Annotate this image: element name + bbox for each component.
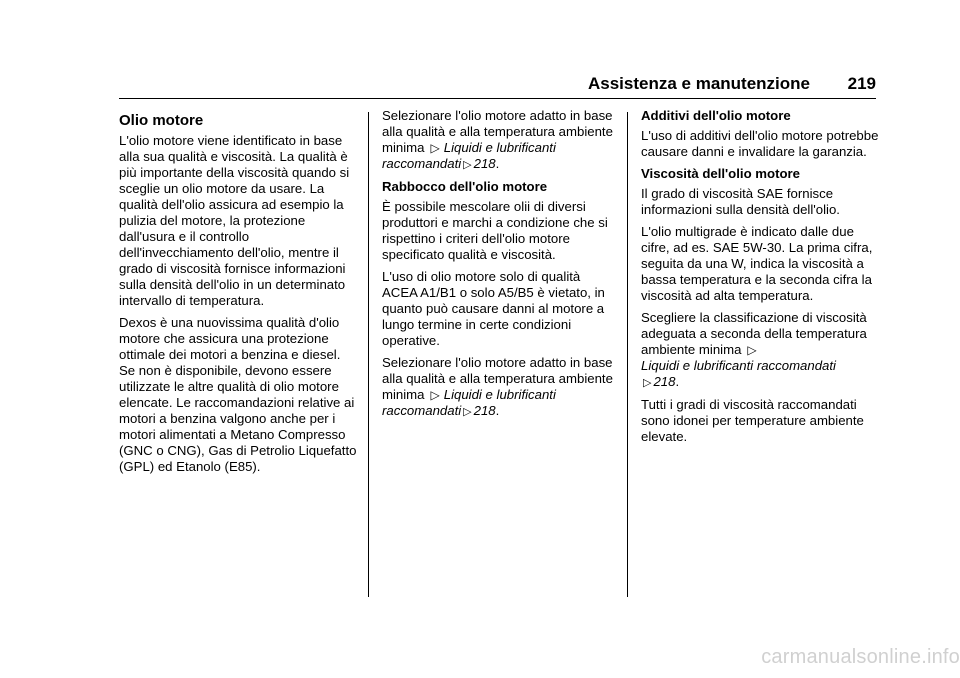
paragraph: Tutti i gradi di viscosità raccomandati sono idonei per temperature ambiente elevate. [641, 397, 864, 444]
heading-additivi: Additivi dell'olio motore [641, 108, 791, 123]
paragraph: L'olio motore viene identificato in base alla sua qualità e viscosità. La qualità è più importante della viscosità quando si sceglie un olio motore da usare. La qualità dell'olio assicura ad esempio la pulizia del motore, la protezione dall'usura e il controllo dell'invecchiamento dell'olio, mentre il grado di viscosità fornisce informazioni sulla densità dell'olio in un determinato intervallo di temperatura. [119, 133, 350, 308]
reference-arrow-icon: ▷ [430, 141, 440, 155]
header-divider [119, 98, 876, 99]
paragraph: L'uso di olio motore solo di qualità ACEA A1/B1 o solo A5/B5 è vietato, in quanto può causare danni al motore a lungo termine in certe condizioni operative. [382, 269, 605, 348]
paragraph: Dexos è una nuovissima qualità d'olio motore che assicura una protezione ottimale dei motori a benzina e diesel. Se non è disponibile, devono essere utilizzate le altre qualità di olio motore elencate. Le raccomandazioni relative ai motori a benzina valgono anche per i motori alimentati a Metano Compresso (GNC o CNG), Gas di Petrolio Liquefatto (GPL) ed Etanolo (E85). [119, 315, 357, 474]
paragraph: Selezionare l'olio motore adatto in base alla qualità e alla temperatura ambiente minima ▷ Liquidi e lubrificanti raccomandati ▷ 218. [382, 108, 613, 171]
section-title: Assistenza e manutenzione [588, 74, 811, 93]
reference-arrow-icon: ▷ [747, 343, 757, 357]
paragraph: Scegliere la classificazione di viscosità adeguata a seconda della temperatura ambiente minima ▷ Liquidi e lubrificanti raccomandati ▷ 218. [641, 310, 867, 389]
paragraph-text: Scegliere la classificazione di viscosità adeguata a seconda della temperatura ambiente minima [641, 310, 867, 357]
cross-reference-link[interactable]: Liquidi e lubrificanti raccomandati [382, 140, 556, 171]
paragraph-text: Selezionare l'olio motore adatto in base alla qualità e alla temperatura ambiente minima [382, 355, 613, 402]
paragraph: È possibile mescolare olii di diversi produttori e marchi a condizione che si rispettino i criteri dell'olio motore specificato qualità e viscosità. [382, 199, 608, 262]
cross-reference-link[interactable]: Liquidi e lubrificanti raccomandati [641, 358, 836, 373]
page-header [588, 74, 876, 98]
reference-arrow-icon: ▷ [430, 388, 440, 402]
column-2 [382, 108, 618, 426]
page-number: 219 [847, 74, 876, 93]
column-divider [368, 112, 369, 597]
reference-arrow-icon: ▷ [463, 159, 472, 171]
column-divider [627, 112, 628, 597]
reference-arrow-icon: ▷ [463, 406, 472, 418]
heading-viscosita: Viscosità dell'olio motore [641, 166, 800, 181]
paragraph: Il grado di viscosità SAE fornisce informazioni sulla densità dell'olio. [641, 186, 840, 217]
watermark: carmanualsonline.info [761, 646, 960, 668]
page-reference[interactable]: 218 [473, 403, 496, 418]
cross-reference-link[interactable]: Liquidi e lubrificanti raccomandati [382, 387, 556, 418]
column-1 [119, 108, 359, 481]
page-reference[interactable]: 218 [653, 374, 676, 389]
paragraph: L'olio multigrade è indicato dalle due cifre, ad es. SAE 5W-30. La prima cifra, seguita da una W, indica la viscosità a bassa temperatura e la seconda cifra la viscosità ad alta temperatura. [641, 224, 873, 303]
paragraph: L'uso di additivi dell'olio motore potrebbe causare danni e invalidare la garanzia. [641, 128, 879, 159]
page-reference[interactable]: 218 [473, 156, 496, 171]
heading-rabbocco: Rabbocco dell'olio motore [382, 179, 548, 194]
paragraph-text: Selezionare l'olio motore adatto in base alla qualità e alla temperatura ambiente minima [382, 108, 613, 155]
paragraph: Selezionare l'olio motore adatto in base alla qualità e alla temperatura ambiente minima ▷ Liquidi e lubrificanti raccomandati ▷ 218. [382, 355, 613, 418]
column-3 [641, 108, 879, 451]
reference-arrow-icon: ▷ [643, 377, 652, 389]
heading-olio-motore: Olio motore [119, 112, 204, 129]
